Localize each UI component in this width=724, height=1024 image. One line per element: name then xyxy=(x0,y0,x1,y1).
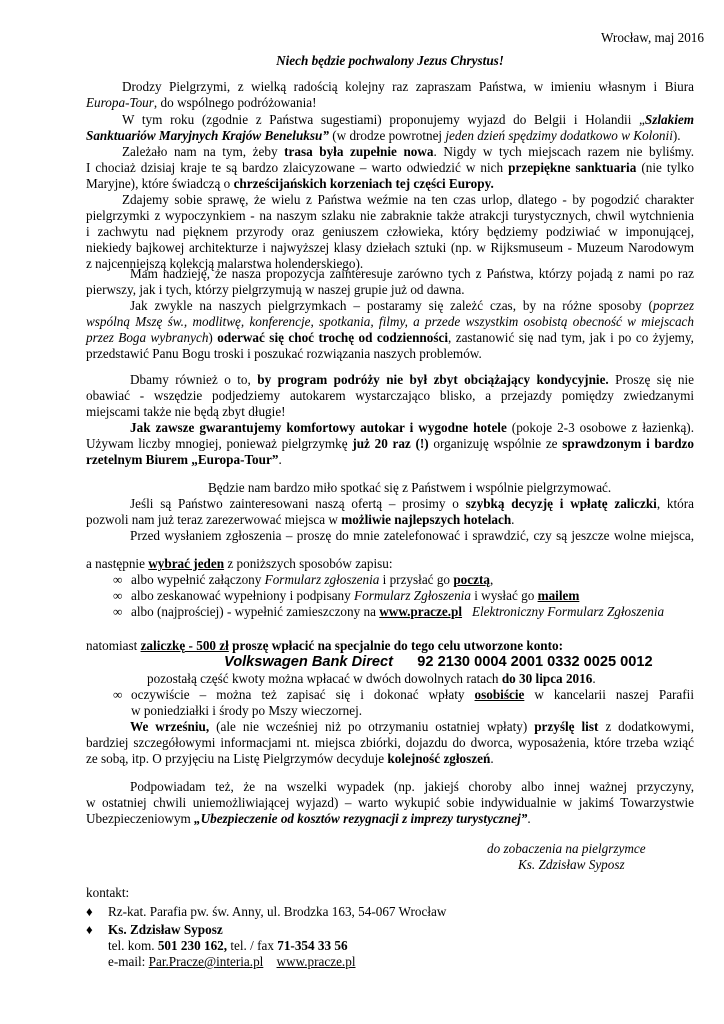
p2-line2: Sanktuariów Maryjnych Krajów Beneluksu” (w drodze powrotnej jeden dzień spędzimy dodatkowo w Kolonii). xyxy=(86,128,681,143)
website-link[interactable]: www.pracze.pl xyxy=(379,604,463,619)
contact-phone: tel. kom. 501 230 162, tel. / fax 71-354 33 56 xyxy=(108,938,348,953)
p8-line2: Jeśli są Państwo zainteresowani naszą ofertą – prosimy o szybką decyzję i wpłatę zaliczki, która xyxy=(130,496,694,511)
infinity-bullet-icon: ∞ xyxy=(113,588,123,603)
p3-line1: Zależało nam na tym, żeby trasa była zupełnie nowa. Nigdy w tych miejscach razem nie byliśmy. xyxy=(122,144,694,159)
p4-line4: niekiedy bajkowej architekturze i najwyższej klasy dziełach sztuki (np. w Rijksmuseum - Muzeum Narodowym xyxy=(86,240,694,255)
website-link[interactable]: www.pracze.pl xyxy=(276,954,356,969)
p4-line1: Zdajemy sobie sprawę, że wielu z Państwa weźmie na ten czas urlop, dlatego - by pogodzić charakter xyxy=(122,192,694,207)
p6-line3: przez Boga wybranych) oderwać się choć trochę od codzienności, zastanowić się nad tym, jak i po co żyjemy, xyxy=(86,330,694,345)
contact-email-line: e-mail: Par.Pracze@interia.pl www.pracze.pl xyxy=(108,954,356,969)
p9-intro: a następnie wybrać jeden z poniższych sposobów zapisu: xyxy=(86,556,393,571)
signoff-signature: Ks. Zdzisław Syposz xyxy=(518,857,625,872)
account-number: 92 2130 0004 2001 0332 0025 0012 xyxy=(417,654,653,670)
date: Wrocław, maj 2016 xyxy=(601,30,704,45)
p7-line6: rzetelnym Biurem „Europa-Tour”. xyxy=(86,452,282,467)
p7-line4: Jak zawsze gwarantujemy komfortowy autokar i wygodne hotele (pokoje 2-3 osobowe z łazienką). xyxy=(130,420,694,435)
signoff-line1: do zobaczenia na pielgrzymce xyxy=(487,841,646,856)
p7-line1: Dbamy również o to, by program podróży nie był zbyt obciążający kondycyjnie. Proszę się nie xyxy=(130,372,694,387)
p10-line1: We wrześniu, (ale nie wcześniej niż po otrzymaniu ostatniej wpłaty) przyślę list z dodatkowymi, xyxy=(130,719,694,734)
p3-line2: I chociaż dzisiaj kraje te są bardzo zlaicyzowane – warto odwiedzić w nich przepiękne sanktuaria (nie tylko xyxy=(86,160,694,175)
p6-line2: wspólną Mszę św., modlitwę, konferencje, spotkania, filmy, a przede wszystkim osobistą obecność w miejscach xyxy=(86,314,694,329)
p11-line3: Ubezpieczeniowym „Ubezpieczenie od kosztów rezygnacji z imprezy turystycznej”. xyxy=(86,811,531,826)
p8-line1: Będzie nam bardzo miło spotkać się z Państwem i wspólnie pielgrzymować. xyxy=(208,480,612,495)
p8-line4: Przed wysłaniem zgłoszenia – proszę do mnie zatelefonować i sprawdzić, czy są jeszcze wolne miejsca, xyxy=(130,528,694,543)
p11-line2: w ostatniej chwili uniemożliwiającej wyjazd) – warto wykupić sobie indywidualnie w jakimś Towarzystwie xyxy=(86,795,694,810)
p10-line2: bardziej szczegółowymi informacjami nt. miejsca zbiórki, dojazdu do dworca, wyposażenia, które trzeba wziąć xyxy=(86,735,694,750)
p8-line3: pozwoli nam już teraz zarezerwować miejsca w możliwie najlepszych hotelach. xyxy=(86,512,515,527)
p6-line1: Jak zwykle na naszych pielgrzymkach – postaramy się zależć czas, by na różne sposoby (poprzez xyxy=(130,298,694,313)
p4-line2: pielgrzymki z wypoczynkiem - na naszym szlaku nie zabraknie także atrakcji turystycznych, chwil wytchnienia xyxy=(86,208,694,223)
bank-name: Volkswagen Bank Direct xyxy=(224,654,393,670)
p4-line5: z najcenniejszą kolekcją malarstwa holenderskiego). xyxy=(86,256,364,271)
p2-line1: W tym roku (zgodnie z Państwa sugestiami) proponujemy wyjazd do Belgii i Holandii „Szlakiem xyxy=(122,112,694,127)
contact-priest: ♦ Ks. Zdzisław Syposz xyxy=(86,922,223,937)
p10-line3: ze sobą, itp. O przyjęciu na Listę Pielgrzymów decyduje kolejność zgłoszeń. xyxy=(86,751,494,766)
p6-line4: przedstawić Panu Bogu troski i poszukać rozwiązania naszych problemów. xyxy=(86,346,482,361)
p1-line2: Europa-Tour, do wspólnego podróżowania! xyxy=(86,95,317,110)
p11-line1: Podpowiadam też, że na wszelki wypadek (np. jakiejś choroby albo innej ważnej przyczyny, xyxy=(130,779,694,794)
diamond-bullet-icon: ♦ xyxy=(86,922,93,937)
payment-line5: w poniedziałki i środy po Mszy wieczornej. xyxy=(131,703,363,718)
email-link[interactable]: Par.Pracze@interia.pl xyxy=(148,954,264,969)
payment-line4: ∞ oczywiście – można też zapisać się i dokonać wpłaty osobiście w kancelarii naszej Parafii xyxy=(113,687,695,702)
infinity-bullet-icon: ∞ xyxy=(113,687,123,702)
contact-heading: kontakt: xyxy=(86,885,130,900)
p4-line3: i zachwytu nad pięknem przyrody oraz geniuszem człowieka, który będziemy podziwiać w imponującej, xyxy=(86,224,694,239)
infinity-bullet-icon: ∞ xyxy=(113,572,123,587)
p1-line1: Drodzy Pielgrzymi, z wielką radością kolejny raz zapraszam Państwa, w imieniu własnym i Biura xyxy=(122,79,694,94)
p7-line5: Używam liczby mnogiej, ponieważ pielgrzymkę już 20 raz (!) organizuję wspólnie ze sprawdzonym i bardzo xyxy=(86,436,694,451)
option-post: ∞ albo wypełnić załączony Formularz zgłoszenia i przysłać go pocztą, xyxy=(113,572,494,587)
payment-line3: pozostałą część kwoty można wpłacać w dwóch dowolnych ratach do 30 lipca 2016. xyxy=(147,671,596,686)
p5-line1: Mam nadzieję, że nasza propozycja zainteresuje zarówno tych z Państwa, którzy pojadą z nami po raz xyxy=(130,266,694,281)
bank-account xyxy=(224,654,724,670)
option-email: ∞ albo zeskanować wypełniony i podpisany Formularz Zgłoszenia i wysłać go mailem xyxy=(113,588,580,603)
p3-line3: Maryjne), które świadczą o chrześcijańskich korzeniach tej części Europy. xyxy=(86,176,494,191)
p5-line2: pierwszy, jak i tych, którzy pielgrzymują w naszej grupie już od dawna. xyxy=(86,282,465,297)
contact-parish: ♦ Rz-kat. Parafia pw. św. Anny, ul. Brodzka 163, 54-067 Wrocław xyxy=(86,904,447,919)
greeting: Niech będzie pochwalony Jezus Chrystus! xyxy=(276,53,504,68)
payment-line1: natomiast zaliczkę - 500 zł proszę wpłacić na specjalnie do tego celu utworzone konto: xyxy=(86,638,564,653)
option-online: ∞ albo (najprościej) - wypełnić zamieszczony na www.pracze.pl Elektroniczny Formularz Zgłoszenia xyxy=(113,604,665,619)
infinity-bullet-icon: ∞ xyxy=(113,604,123,619)
p7-line3: miejscami także nie będą zbyt długie! xyxy=(86,404,286,419)
diamond-bullet-icon: ♦ xyxy=(86,904,93,919)
p7-line2: obawiać - wszędzie podjedziemy autokarem wystarczająco blisko, a przejazdy pomiędzy zwiedzanymi xyxy=(86,388,694,403)
